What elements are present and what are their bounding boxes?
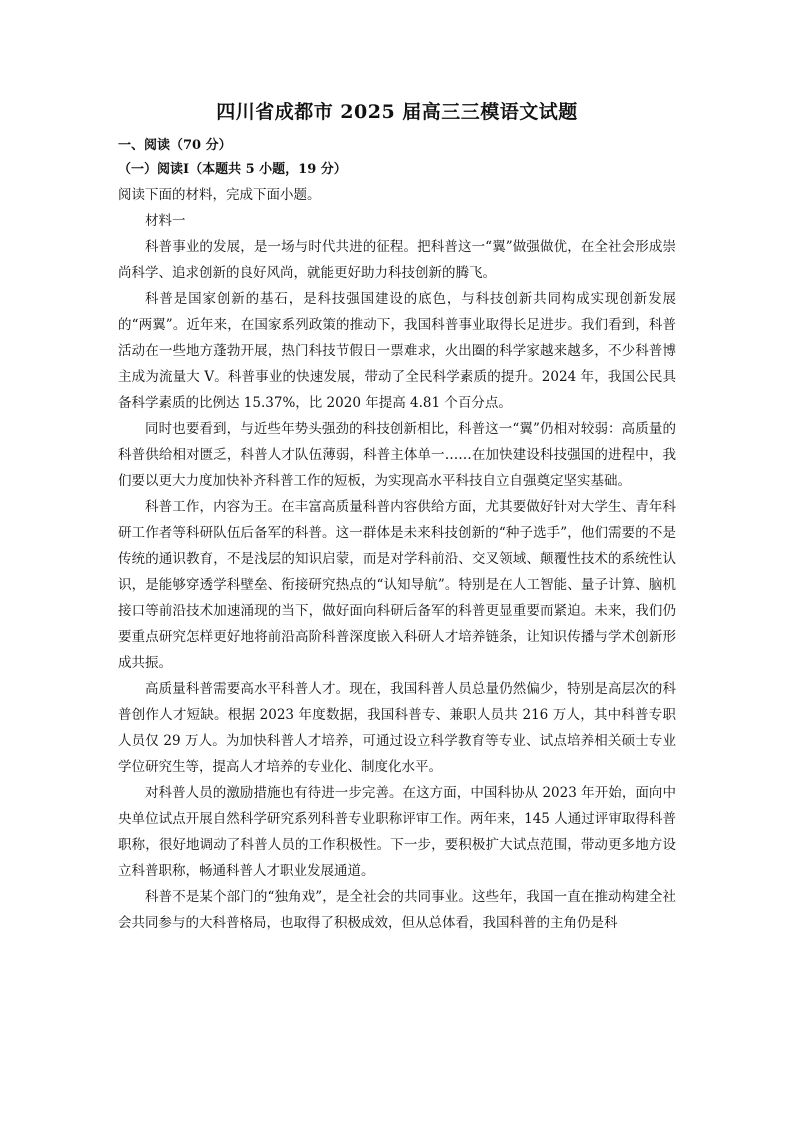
paragraph: 科普是国家创新的基石，是科技强国建设的底色，与科技创新共同构成实现创新发展的“两翼”。近年来，在国家系列政策的推动下，我国科普事业取得长足进步。我们看到，科普活动在一些地方蓬勃开展，热门科技节假日一票难求，火出圈的科学家越来越多，不少科普博主成为流量大 V。科普事业的快速发展，带动了全民科学素质的提升。2024 年，我国公民具备科学素质的比例达 15.37%，比 2020 年提高 4.81 个百分点。 — [118, 291, 676, 411]
material-label: 材料一 — [145, 213, 186, 229]
section-heading-reading: 一、阅读（70 分） — [118, 138, 232, 153]
paragraph: 科普事业的发展，是一场与时代共进的征程。把科普这一“翼”做强做优，在全社会形成崇尚科学、追求创新的良好风尚，就能更好助力科技创新的腾飞。 — [118, 239, 676, 281]
page-title: 四川省成都市 2025 届高三三模语文试题 — [216, 101, 578, 123]
instruction-text: 阅读下面的材料，完成下面小题。 — [118, 187, 321, 203]
paragraph: 科普工作，内容为王。在丰富高质量科普内容供给方面，尤其要做好针对大学生、青年科研工作者等科研队伍后备军的科普。这一群体是未来科技创新的“种子选手”，他们需要的不是传统的通识教育，不是浅层的知识启蒙，而是对学科前沿、交叉领域、颠覆性技术的系统性认识，是能够穿透学科壁垒、衔接研究热点的“认知导航”。特别是在人工智能、量子计算、脑机接口等前沿技术加速涌现的当下，做好面向科研后备军的科普更显重要而紧迫。未来，我们仍要重点研究怎样更好地将前沿高阶科普深度嵌入科研人才培养链条，让知识传播与学术创新形成共振。 — [118, 499, 676, 671]
paragraph: 同时也要看到，与近些年势头强劲的科技创新相比，科普这一“翼”仍相对较弱：高质量的科普供给相对匮乏，科普人才队伍薄弱，科普主体单一……在加快建设科技强国的进程中，我们要以更大力度加快补齐科普工作的短板，为实现高水平科技自立自强奠定坚实基础。 — [118, 421, 676, 489]
paragraph: 对科普人员的激励措施也有待进一步完善。在这方面，中国科协从 2023 年开始，面向中央单位试点开展自然科学研究系列科普专业职称评审工作。两年来，145 人通过评审取得科普职称，很好地调动了科普人员的工作积极性。下一步，要积极扩大试点范围，带动更多地方设立科普职称，畅通科普人才职业发展通道。 — [118, 785, 676, 879]
subsection-heading-reading-1: （一）阅读Ⅰ（本题共 5 小题，19 分） — [118, 162, 347, 177]
paragraph: 高质量科普需要高水平科普人才。现在，我国科普人员总量仍然偏少，特别是高层次的科普创作人才短缺。根据 2023 年度数据，我国科普专、兼职人员共 216 万人，其中科普专职人员仅 29 万人。为加快科普人才培养，可通过设立科学教育等专业、试点培养相关硕士专业学位研究生等，提高人才培养的专业化、制度化水平。 — [118, 681, 676, 775]
paragraph: 科普不是某个部门的“独角戏”，是全社会的共同事业。这些年，我国一直在推动构建全社会共同参与的大科普格局，也取得了积极成效，但从总体看，我国科普的主角仍是科 — [118, 889, 676, 931]
